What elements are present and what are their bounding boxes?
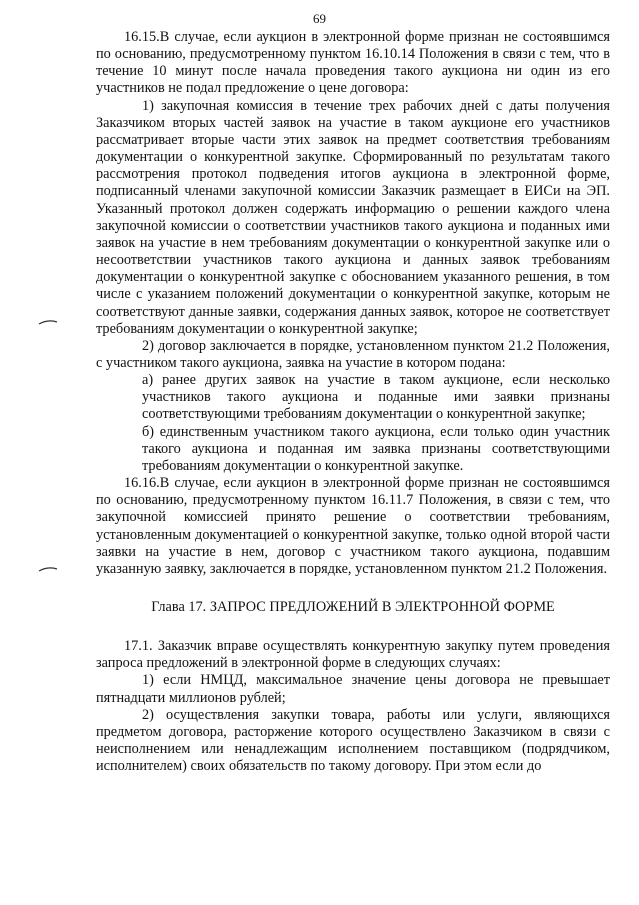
margin-mark [38, 319, 58, 325]
paragraph-16-15-2: 2) договор заключается в порядке, установленном пунктом 21.2 Положения, с участником такого аукциона, заявка на участие в котором подана: [96, 337, 610, 371]
paragraph-17-1-1: 1) если НМЦД, максимальное значение цены договора не превышает пятнадцати миллионов рублей; [96, 672, 610, 706]
paragraph-16-16: 16.16.В случае, если аукцион в электронной форме признан не состоявшимся по основанию, предусмотренному пунктом 16.11.7 Положения, в связи с тем, что закупочной комиссией принято решение о соответствии требованиям, установленным документацией о конкурентной закупке, только одной второй части заявки на участие в нем, договор с участником такого аукциона, подавшим указанную заявку, заключается в порядке, установленном пунктом 21.2 Положения. [96, 475, 610, 577]
section-16 [96, 29, 610, 578]
paragraph-16-15-2b: б) единственным участником такого аукциона, если только один участник такого аукциона и поданная им заявка признаны соответствующими требованиям документации о конкурентной закупке. [142, 423, 610, 474]
paragraph-16-15: 16.15.В случае, если аукцион в электронной форме признан не состоявшимся по основанию, предусмотренному пунктом 16.10.14 Положения в связи с тем, что в течение 10 минут после начала проведения такого аукциона ни один из его участников не подал предложение о цене договора: [96, 29, 610, 97]
page-number: 69 [313, 11, 326, 26]
paragraph-16-15-1: 1) закупочная комиссия в течение трех рабочих дней с даты получения Заказчиком вторых частей заявок на участие в таком аукционе его участников рассматривает вторые части этих заявок на предмет соответствия требованиям документации о конкурентной закупке. Сформированный по результатам такого рассмотрения протокол подведения итогов аукциона в электронной форме, подписанный членами закупочной комиссии Заказчик размещает в ЕИСи на ЭП. Указанный протокол должен содержать информацию о решении каждого члена закупочной комиссии о соответствии участников такого аукциона и поданных ими заявок на участие в нем требованиям документации о конкурентной закупке или о несоответствии участников такого аукциона и данных заявок требованиям документации о конкурентной закупке с обоснованием указанного решения, в том числе с указанием положений документации о конкурентной закупке, которым не соответствуют данные заявки, содержания данных заявок, которое не соответствует требованиям документации о конкурентной закупке; [96, 97, 610, 337]
paragraph-17-1: 17.1. Заказчик вправе осуществлять конкурентную закупку путем проведения запроса предложений в электронной форме в следующих случаях: [96, 638, 610, 672]
chapter-heading: Глава 17. ЗАПРОС ПРЕДЛОЖЕНИЙ В ЭЛЕКТРОННОЙ ФОРМЕ [151, 599, 555, 615]
document-body [96, 29, 610, 775]
margin-mark [38, 566, 58, 572]
section-17 [96, 638, 610, 775]
paragraph-16-15-2a: а) ранее других заявок на участие в таком аукционе, если несколько участников такого аукциона и поданные ими заявки признаны соответствующими требованиям документации о конкурентной закупке; [142, 372, 610, 423]
paragraph-17-1-2: 2) осуществления закупки товара, работы или услуги, являющихся предметом договора, расторжение которого осуществлено Заказчиком в связи с неисполнением или ненадлежащим исполнением поставщиком (подрядчиком, исполнителем) своих обязательств по такому договору. При этом если до [96, 706, 610, 775]
